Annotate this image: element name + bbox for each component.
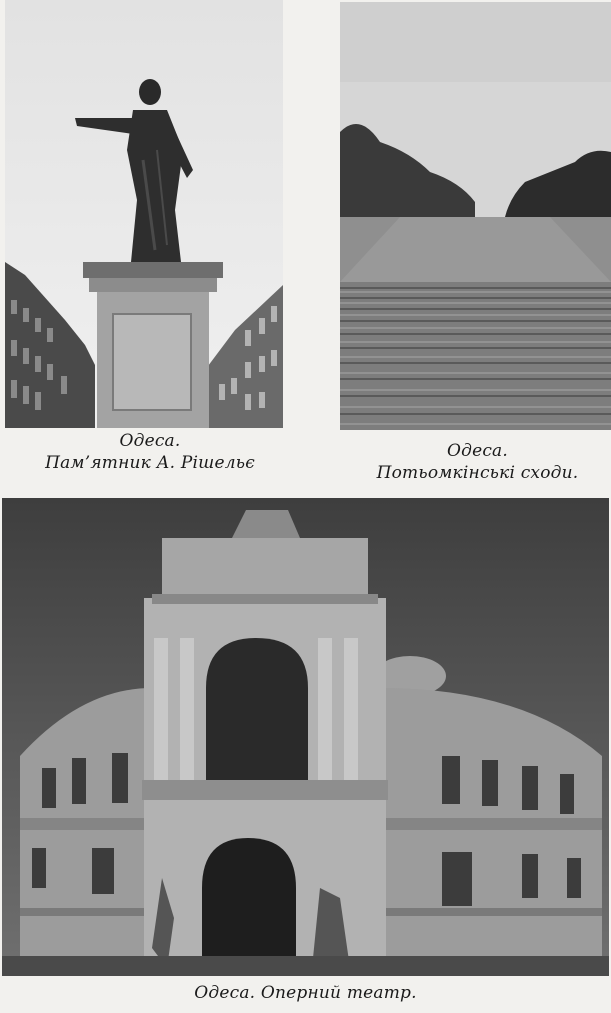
caption-stairs-line1: Одеса. [446,441,509,461]
photo-potemkin-stairs [340,2,611,430]
caption-richelieu-monument [20,430,280,474]
caption-richelieu-line2: Пам’ятник А. Рішельє [45,453,255,473]
richelieu-monument-image [5,0,283,428]
photo-richelieu-monument [5,0,283,428]
caption-opera-theatre [0,982,611,1004]
potemkin-stairs-image [340,2,611,430]
caption-stairs-line2: Потьомкінські сходи. [376,463,579,483]
caption-opera-text: Одеса. Оперний театр. [194,983,417,1003]
opera-theatre-image [2,498,609,976]
photo-opera-theatre [2,498,609,976]
caption-potemkin-stairs [355,440,600,484]
caption-richelieu-line1: Одеса. [119,431,181,451]
